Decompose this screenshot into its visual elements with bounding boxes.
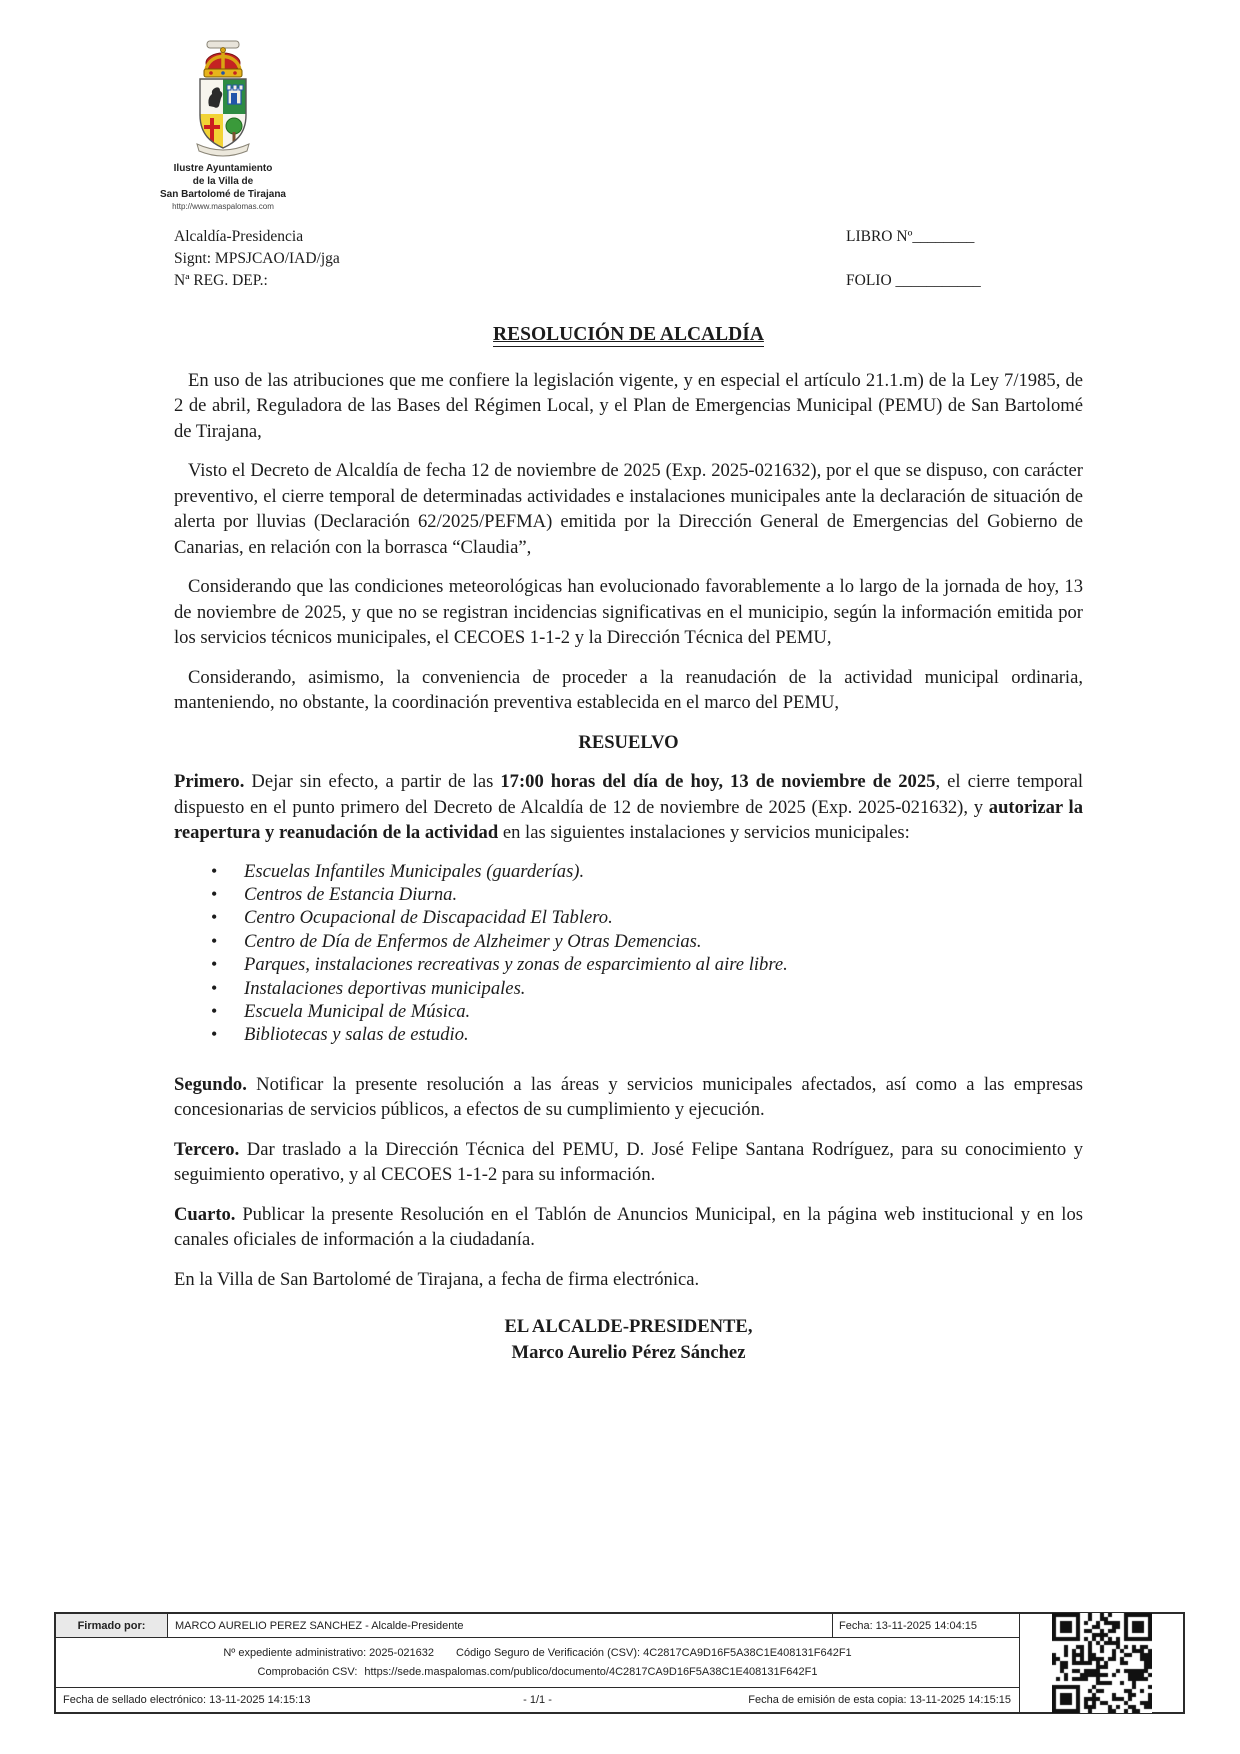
list-item: • Instalaciones deportivas municipales.	[211, 977, 1083, 1000]
signature-block	[174, 1314, 1083, 1365]
org-url: http://www.maspalomas.com	[172, 202, 274, 211]
libro-field: LIBRO Nº________	[846, 228, 975, 245]
considerando-paragraph-2: Considerando, asimismo, la conveniencia de proceder a la reanudación de la actividad municipal ordinaria, manteniendo, no obstante, la coordinación preventiva establecida en el marco del PEMU,	[174, 666, 1083, 713]
resuelvo-heading: RESUELVO	[578, 731, 679, 753]
firmado-por-label: Firmado por:	[56, 1614, 168, 1637]
org-name-line2: de la Villa de	[192, 176, 254, 187]
footer-verification-row	[56, 1638, 1019, 1688]
cuarto-paragraph: Cuarto. Publicar la presente Resolución en el Tablón de Anuncios Municipal, en la página web institucional y en los canales oficiales de información a la ciudadanía.	[174, 1203, 1083, 1251]
list-item: • Centros de Estancia Diurna.	[211, 883, 1083, 906]
visto-paragraph: Visto el Decreto de Alcaldía de fecha 12 de noviembre de 2025 (Exp. 2025-021632), por el que se dispuso, con carácter preventivo, el cierre temporal de determinadas actividades e instalaciones municipales ante la declaración de situación de alerta por lluvias (Declaración 62/2025/PEFMA) emitida por la Dirección General de Emergencias del Gobierno de Canarias, en relación con la borrasca “Claudia”,	[174, 460, 1083, 558]
signature-ref: Signt: MPSJCAO/IAD/jga	[174, 250, 340, 267]
list-item: • Escuela Municipal de Música.	[211, 1000, 1083, 1023]
list-item: • Escuelas Infantiles Municipales (guarderías).	[211, 860, 1083, 883]
org-name-line3: San Bartolomé de Tirajana	[160, 189, 286, 200]
list-item: • Bibliotecas y salas de estudio.	[211, 1023, 1083, 1046]
footer-signed-row	[56, 1614, 1019, 1638]
signer-identity: MARCO AURELIO PEREZ SANCHEZ - Alcalde-Presidente	[168, 1614, 833, 1637]
list-item: • Centro Ocupacional de Discapacidad El Tablero.	[211, 906, 1083, 929]
coat-of-arms-icon	[191, 40, 255, 158]
considerando-paragraph-1: Considerando que las condiciones meteorológicas han evolucionado favorablemente a lo largo de la jornada de hoy, 13 de noviembre de 2025, y que no se registran incidencias significativas en el municipio, según la información emitida por los servicios técnicos municipales, el CECOES 1-1-2 y la Dirección Técnica del PEMU,	[174, 576, 1083, 648]
header-meta-left	[174, 226, 340, 292]
tercero-paragraph: Tercero. Dar traslado a la Dirección Técnica del PEMU, D. José Felipe Santana Rodríguez, para su conocimiento y seguimiento operativo, y al CECOES 1-1-2 para su información.	[174, 1138, 1083, 1186]
org-name-line1: Ilustre Ayuntamiento	[173, 163, 273, 174]
list-item: • Centro de Día de Enfermos de Alzheimer y Otras Demencias.	[211, 930, 1083, 953]
document-title: RESOLUCIÓN DE ALCALDÍA	[493, 324, 764, 345]
qr-code-icon	[1052, 1613, 1152, 1713]
list-item: • Parques, instalaciones recreativas y zonas de esparcimiento al aire libre.	[211, 953, 1083, 976]
footer-dates-row	[56, 1688, 1019, 1712]
electronic-signature-footer	[54, 1612, 1185, 1714]
footer-info-block	[56, 1614, 1020, 1712]
primero-paragraph: Primero. Dejar sin efecto, a partir de las 17:00 horas del día de hoy, 13 de noviembre de 2025, el cierre temporal dispuesto en el punto primero del Decreto de Alcaldía de 12 de noviembre de 2025 (Exp. 2025-021632), y autorizar la reapertura y reanudación de la actividad en las siguientes instalaciones y servicios municipales:	[174, 771, 1083, 843]
csv-check-label: Comprobación CSV:	[257, 1666, 358, 1678]
header-meta-right	[846, 226, 981, 292]
closing-paragraph: En la Villa de San Bartolomé de Tirajana, a fecha de firma electrónica.	[174, 1268, 700, 1290]
signer-role: EL ALCALDE-PRESIDENTE,	[504, 1316, 753, 1338]
reopened-facilities-list	[174, 860, 1083, 1047]
registry-ref: Nª REG. DEP.:	[174, 272, 268, 289]
folio-field: FOLIO ___________	[846, 272, 981, 289]
page-number: - 1/1 -	[523, 1694, 552, 1706]
signer-name: Marco Aurelio Pérez Sánchez	[511, 1341, 746, 1363]
department-label: Alcaldía-Presidencia	[174, 228, 304, 245]
signature-date: Fecha: 13-11-2025 14:04:15	[839, 1619, 978, 1632]
expediente-number: Nº expediente administrativo: 2025-021632	[223, 1647, 435, 1659]
footer-qr-cell	[1020, 1614, 1183, 1712]
copy-emission-date: Fecha de emisión de esta copia: 13-11-2025 14:15:15	[748, 1694, 1011, 1706]
csv-code: Código Seguro de Verificación (CSV): 4C2817CA9D16F5A38C1E408131F642F1	[456, 1647, 852, 1659]
intro-paragraph: En uso de las atribuciones que me confiere la legislación vigente, y en especial el artículo 21.1.m) de la Ley 7/1985, de 2 de abril, Reguladora de las Bases del Régimen Local, y el Plan de Emergencias Municipal (PEMU) de San Bartolomé de Tirajana,	[174, 369, 1083, 442]
seal-date: Fecha de sellado electrónico: 13-11-2025 14:15:13	[63, 1694, 311, 1706]
municipality-logo-block	[148, 40, 298, 212]
resolution-body	[174, 322, 1083, 1365]
csv-check-url[interactable]: https://sede.maspalomas.com/publico/documento/4C2817CA9D16F5A38C1E408131F642F1	[364, 1666, 818, 1678]
segundo-paragraph: Segundo. Notificar la presente resolución a las áreas y servicios municipales afectados, así como a las empresas concesionarias de servicios públicos, a efectos de su cumplimiento y ejecución.	[174, 1073, 1083, 1121]
